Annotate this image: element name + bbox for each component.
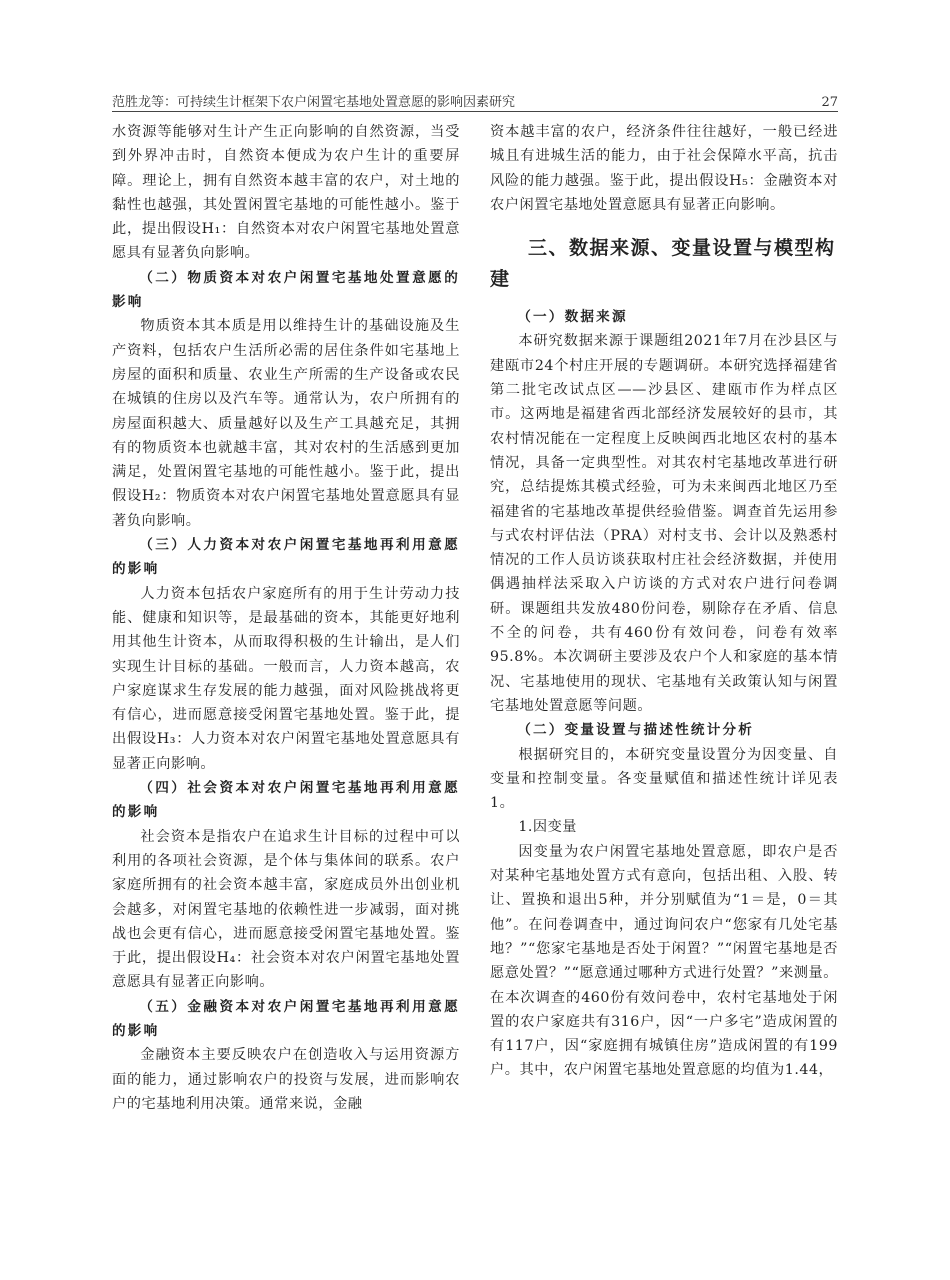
right-column: [490, 120, 838, 1083]
paragraph: 水资源等能够对生计产生正向影响的自然资源，当受到外界冲击时，自然资本便成为农户生计的重要屏障。理论上，拥有自然资本越丰富的农户，对土地的黏性也越强，其处置闲置宅基地的可能性越小。鉴于此，提出假设H₁：自然资本对农户闲置宅基地处置意愿具有显著负向影响。: [112, 124, 460, 262]
subsection-heading: （二）变量设置与描述性统计分析: [517, 722, 755, 739]
paragraph: 根据研究目的，本研究变量设置分为因变量、自变量和控制变量。各变量赋值和描述性统计详见表1。: [490, 746, 838, 812]
section-heading: 三、数据来源、变量设置与模型构建: [490, 237, 836, 291]
subsection-heading: （一）数据来源: [517, 309, 628, 326]
left-column: [112, 120, 460, 1116]
paragraph: 因变量为农户闲置宅基地处置意愿，即农户是否对某种宅基地处置方式有意向，包括出租、入股、转让、置换和退出5种，并分别赋值为“1＝是，0＝其他”。在问卷调查中，通过询问农户“您家有几处宅基地？”“您家宅基地是否处于闲置？”“闲置宅基地是否愿意处置？”“愿意通过哪种方式进行处置？”来测量。在本次调查的460份有效问卷中，农村宅基地处于闲置的农户家庭共有316户，因“一户多宅”造成闲置的有117户，因“家庭拥有城镇住房”造成闲置的有199户。其中，农户闲置宅基地处置意愿的均值为1.44，: [490, 843, 838, 1079]
list-item: 1.因变量: [518, 819, 577, 836]
paragraph: 社会资本是指农户在追求生计目标的过程中可以利用的各项社会资源，是个体与集体间的联系。农户家庭所拥有的社会资本越丰富，家庭成员外出创业机会越多，对闲置宅基地的依赖性进一步减弱，面对挑战也会更有信心，进而愿意接受闲置宅基地处置。鉴于此，提出假设H₄：社会资本对农户闲置宅基地处置意愿具有显著正向影响。: [112, 828, 460, 991]
subsection-heading: （三）人力资本对农户闲置宅基地再利用意愿的影响: [112, 537, 460, 578]
header-rule: [112, 111, 838, 112]
paragraph: 金融资本主要反映农户在创造收入与运用资源方面的能力，通过影响农户的投资与发展，进而影响农户的宅基地利用决策。通常来说，金融: [112, 1047, 460, 1112]
paragraph: 资本越丰富的农户，经济条件往往越好，一般已经进城且有进城生活的能力，由于社会保障水平高，抗击风险的能力越强。鉴于此，提出假设H₅：金融资本对农户闲置宅基地处置意愿具有显著正向影响。: [490, 124, 838, 213]
running-header: [112, 86, 838, 110]
page-number: 27: [821, 95, 838, 110]
paragraph: 物质资本其本质是用以维持生计的基础设施及生产资料，包括农户生活所必需的居住条件如宅基地上房屋的面积和质量、农业生产所需的生产设备或农民在城镇的住房以及汽车等。通常认为，农户所拥有的房屋面积越大、质量越好以及生产工具越充足，其拥有的物质资本也就越丰富，其对农村的生活感到更加满足，处置闲置宅基地的可能性越小。鉴于此，提出假设H₂：物质资本对农户闲置宅基地处置意愿具有显著负向影响。: [112, 318, 460, 529]
paragraph: 本研究数据来源于课题组2021年7月在沙县区与建瓯市24个村庄开展的专题调研。本研究选择福建省第二批宅改试点区——沙县区、建瓯市作为样点区市。这两地是福建省西北部经济发展较好的县市，其农村情况能在一定程度上反映闽西北地区农村的基本情况，具备一定典型性。对其农村宅基地改革进行研究，总结提炼其模式经验，可为未来闽西北地区乃至福建省的宅基地改革提供经验借鉴。调查首先运用参与式农村评估法（PRA）对村支书、会计以及熟悉村情况的工作人员访谈获取村庄社会经济数据，并使用偶遇抽样法采取入户访谈的方式对农户进行问卷调研。课题组共发放480份问卷，剔除存在矛盾、信息不全的问卷，共有460份有效问卷，问卷有效率95.8%。本次调研主要涉及农户个人和家庭的基本情况、宅基地使用的现状、宅基地有关政策认知与闲置宅基地处置意愿等问题。: [490, 333, 838, 714]
running-title: 范胜龙等：可持续生计框架下农户闲置宅基地处置意愿的影响因素研究: [112, 95, 516, 110]
subsection-heading: （四）社会资本对农户闲置宅基地再利用意愿的影响: [112, 780, 460, 821]
paragraph: 人力资本包括农户家庭所有的用于生计劳动力技能、健康和知识等，是最基础的资本，其能更好地利用其他生计资本，从而取得积极的生计输出，是人们实现生计目标的基础。一般而言，人力资本越高，农户家庭谋求生存发展的能力越强，面对风险挑战将更有信心，进而愿意接受闲置宅基地处置。鉴于此，提出假设H₃：人力资本对农户闲置宅基地处置意愿具有显著正向影响。: [112, 585, 460, 772]
subsection-heading: （二）物质资本对农户闲置宅基地处置意愿的影响: [112, 269, 460, 311]
subsection-heading: （五）金融资本对农户闲置宅基地再利用意愿的影响: [112, 998, 460, 1039]
